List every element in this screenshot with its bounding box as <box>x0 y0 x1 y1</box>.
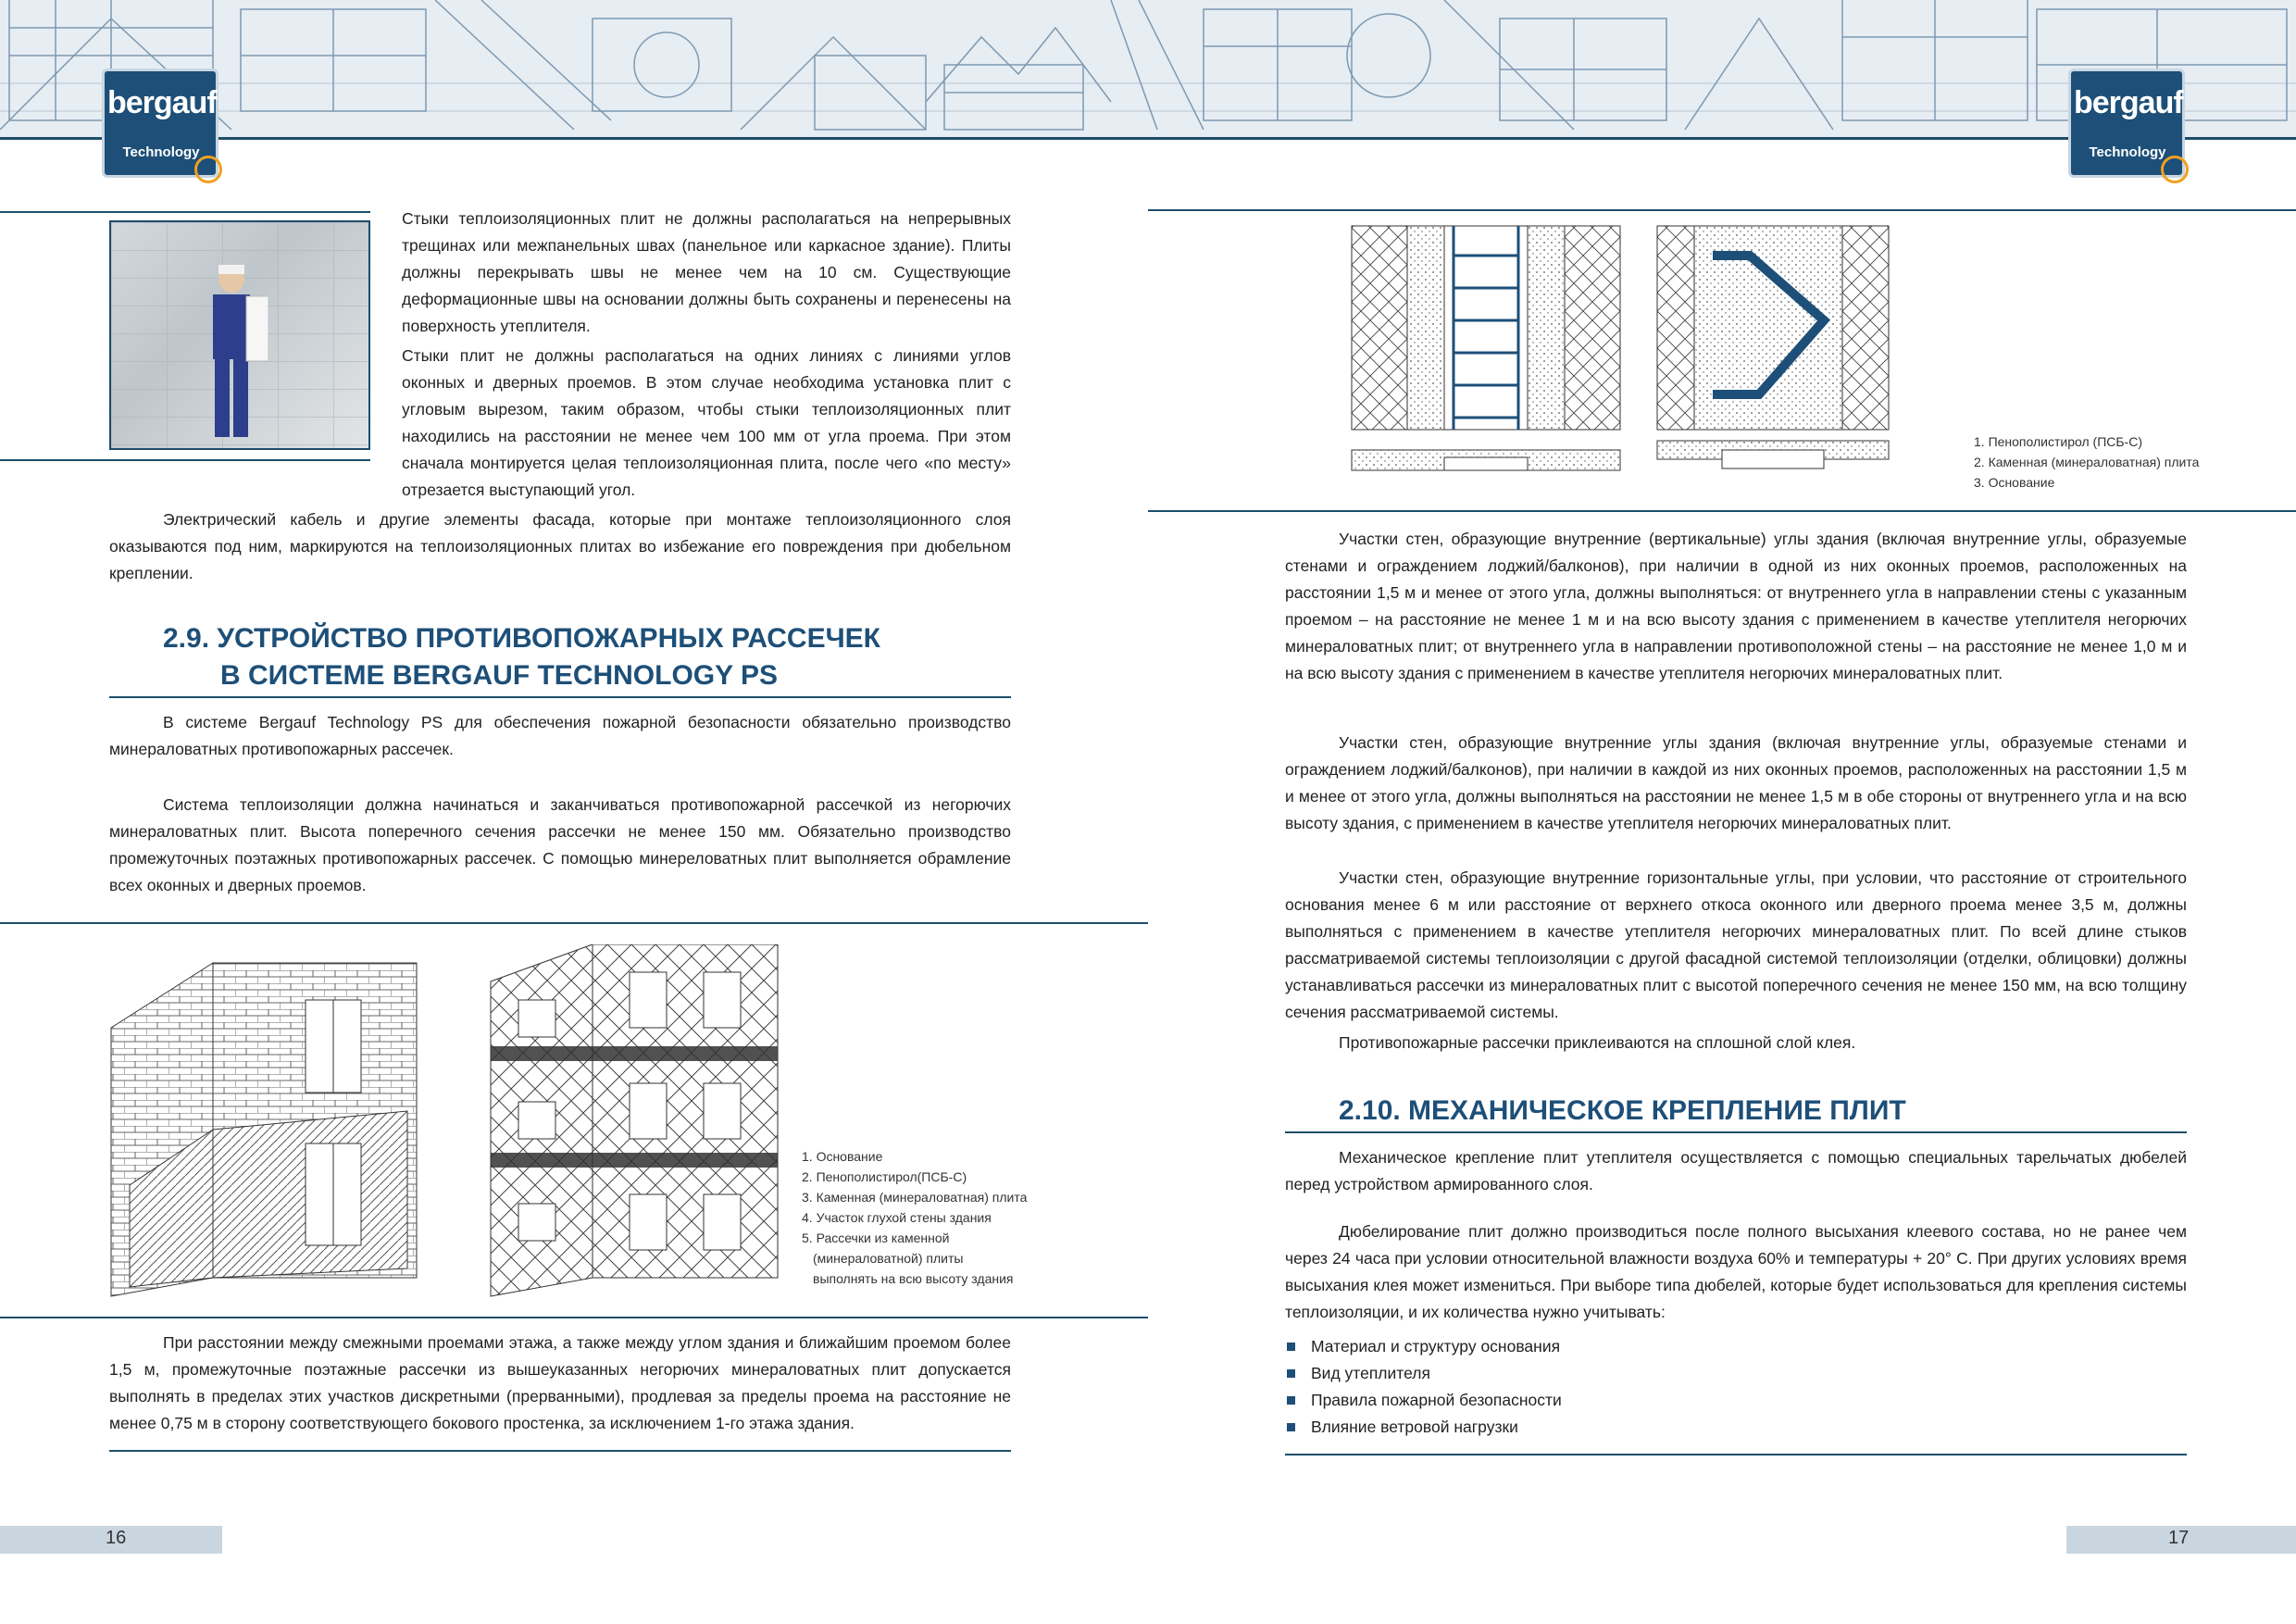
paragraph-mechanical-fixing: Механическое крепление плит утеплителя осуществляется с помощью специальных тарельчатых дюбелей перед устройством армированного слоя. <box>1285 1148 2187 1193</box>
paragraph-doweling: Дюбелирование плит должно производиться после полного высыхания клеевого состава, но не ранее чем через 24 часа при условии относительной влажности воздуха 60% и температуры + 20° С. При других условиях время высыхания клея может измениться. При выборе типа дюбелей, которые будет использоваться для крепления системы теплоизоляции, и их количества нужно учитывать: <box>1285 1222 2187 1321</box>
paragraph-fire-barriers-intro: В системе Bergauf Technology PS для обеспечения пожарной безопасности обязательно производство минераловатных противопожарных рассечек. <box>109 713 1011 758</box>
legend-item: 3. Основание <box>1974 475 2055 490</box>
rule <box>109 1450 1011 1452</box>
heading-underline <box>1285 1131 2187 1133</box>
legend-item: 1. Основание <box>802 1149 883 1164</box>
list-item: Материал и структуру основания <box>1283 1333 1562 1360</box>
header-banner <box>0 0 2296 137</box>
paragraph-horizontal-corners: Участки стен, образующие внутренние горизонтальные углы, при условии, что расстояние от строительного основания менее 6 м или расстояние от верхнего откоса оконного или дверного проема менее 3,5 м, должны выполняться с применением в качестве утеплителя негорючих минераловатных плит. По всей длине стыков рассматриваемой системы теплоизоляции с другой фасадной системой теплоизоляции (отделки, облицовки) должны устанавливаться рассечки из минераловатных плит с высотой поперечного сечения не менее 150 мм, на всю толщину сечения рассматриваемой системы. <box>1285 868 2187 1021</box>
legend-item: (минераловатной) плиты <box>813 1251 964 1266</box>
paragraph-discrete-barriers: При расстоянии между смежными проемами этажа, а также между углом здания и ближайшим проемом более 1,5 м, промежуточные поэтажные рассечки из вышеуказанных негорючих минераловатных плит допускается выполнять в пределах этих участков дискретными (прерванными), продлевая за пределы проема на расстояние не менее 0,75 м в сторону соответствующего бокового простенка, за исключением 1-го этажа здания. <box>109 1333 1011 1432</box>
rule <box>1148 209 2296 211</box>
right-figure-legend <box>1974 431 2199 493</box>
list-item: Вид утеплителя <box>1283 1360 1562 1387</box>
legend-item: 2. Пенополистирол(ПСБ-С) <box>802 1169 967 1184</box>
fire-barrier-wall-diagram <box>102 944 805 1305</box>
bergauf-logo-left: bergauf Technology <box>102 69 220 187</box>
rule <box>1285 1454 2187 1455</box>
bergauf-logo-right: bergauf Technology <box>2068 69 2187 187</box>
legend-item: 2. Каменная (минераловатная) плита <box>1974 455 2200 469</box>
inner-corner-section-diagram <box>1342 219 1935 496</box>
paragraph-cable-marking: Электрический кабель и другие элементы фасада, которые при монтаже теплоизоляционного слоя оказываются под ним, маркируются на теплоизоляционных плитах во избежание его повреждения при дюбельном креплении. <box>109 510 1011 582</box>
rule <box>0 211 370 213</box>
legend-item: 3. Каменная (минераловатная) плита <box>802 1190 1028 1205</box>
rule <box>0 922 1148 924</box>
left-figure-legend <box>802 1146 1027 1289</box>
paragraph-joints-cracks: Стыки теплоизоляционных плит не должны располагаться на непрерывных трещинах или межпанельных швах (панельное или каркасное здание). Плиты должны перекрывать швы не менее чем на 10 см. Существующие деформационные швы на основании должны быть сохранены и перенесены на поверхность утеплителя. <box>402 209 1011 335</box>
legend-item: 4. Участок глухой стены здания <box>802 1210 992 1225</box>
list-item: Влияние ветровой нагрузки <box>1283 1414 1562 1441</box>
rule <box>1148 510 2296 512</box>
worker-figure <box>194 259 268 444</box>
legend-item: 1. Пенополистирол (ПСБ-С) <box>1974 434 2142 449</box>
rule <box>0 1317 1148 1318</box>
page-number-left: 16 <box>106 1528 127 1548</box>
heading-underline <box>109 696 1011 698</box>
list-item: Правила пожарной безопасности <box>1283 1387 1562 1414</box>
atom-orbit-icon <box>194 156 222 183</box>
atom-orbit-icon <box>2161 156 2189 183</box>
legend-item: выполнять на всю высоту здания <box>813 1271 1014 1286</box>
section-heading-2-10: 2.10. МЕХАНИЧЕСКОЕ КРЕПЛЕНИЕ ПЛИТ <box>1339 1095 1906 1126</box>
blueprint-illustration <box>0 0 2296 137</box>
page-number-right: 17 <box>2168 1528 2190 1548</box>
worker-installing-panel-photo <box>109 220 370 450</box>
section-heading-2-9-line1: 2.9. УСТРОЙСТВО ПРОТИВОПОЖАРНЫХ РАССЕЧЕК <box>163 623 880 654</box>
paragraph-inner-corners: Участки стен, образующие внутренние углы здания (включая внутренние углы, образуемые стенами и ограждением лоджий/балконов), при наличии в каждой из них оконных проемов, расположенных на расстоянии 1,5 м и менее от этого угла, должны выполняться на расстоянии не менее 1,5 м в обе стороны от внутреннего угла и на всю высоту здания, с применением в качестве утеплителя негорючих минераловатных плит. <box>1285 733 2187 832</box>
legend-item: 5. Рассечки из каменной <box>802 1230 950 1245</box>
banner-divider <box>0 137 2296 140</box>
paragraph-vertical-corners: Участки стен, образующие внутренние (вертикальные) углы здания (включая внутренние углы, образуемые стенами и ограждением лоджий/балконов), при наличии в одной из них оконных проемов, расположенных на расстоянии 1,5 м и менее от этого угла, должны выполняться: от внутреннего угла в направлении стены с указанным проемом – на расстояние не менее 1 м и на всю высоту здания с применением в качестве утеплителя негорючих минераловатных плит; от внутреннего угла в направлении противоположной стены – на расстояние не менее 1,0 м и на всю высоту здания с применением в качестве утеплителя негорючих минераловатных плит. <box>1285 530 2187 682</box>
paragraph-joints-corners: Стыки плит не должны располагаться на одних линиях с линиями углов оконных и дверных проемов. В этом случае необходима установка плит с угловым вырезом, таким образом, чтобы стыки теплоизоляционных плит находились на расстоянии не менее чем 100 мм от угла проема. При этом сначала монтируется целая теплоизоляционная плита, после чего «по месту» отрезается выступающий угол. <box>402 346 1011 499</box>
section-heading-2-9-line2: В СИСТЕМЕ BERGAUF TECHNOLOGY PS <box>220 660 778 691</box>
dowel-factors-list <box>1283 1333 1562 1441</box>
paragraph-fire-barriers-system: Система теплоизоляции должна начинаться и заканчиваться противопожарной рассечкой из негорючих минераловатных плит. Высота поперечного сечения рассечки не менее 150 мм. Обязательно производство промежуточных поэтажных противопожарных рассечек. С помощью минереловатных плит выполняется обрамление всех оконных и дверных проемов. <box>109 795 1011 894</box>
paragraph-glue-layer: Противопожарные рассечки приклеиваются на сплошной слой клея. <box>1339 1033 1856 1052</box>
rule <box>0 459 370 461</box>
